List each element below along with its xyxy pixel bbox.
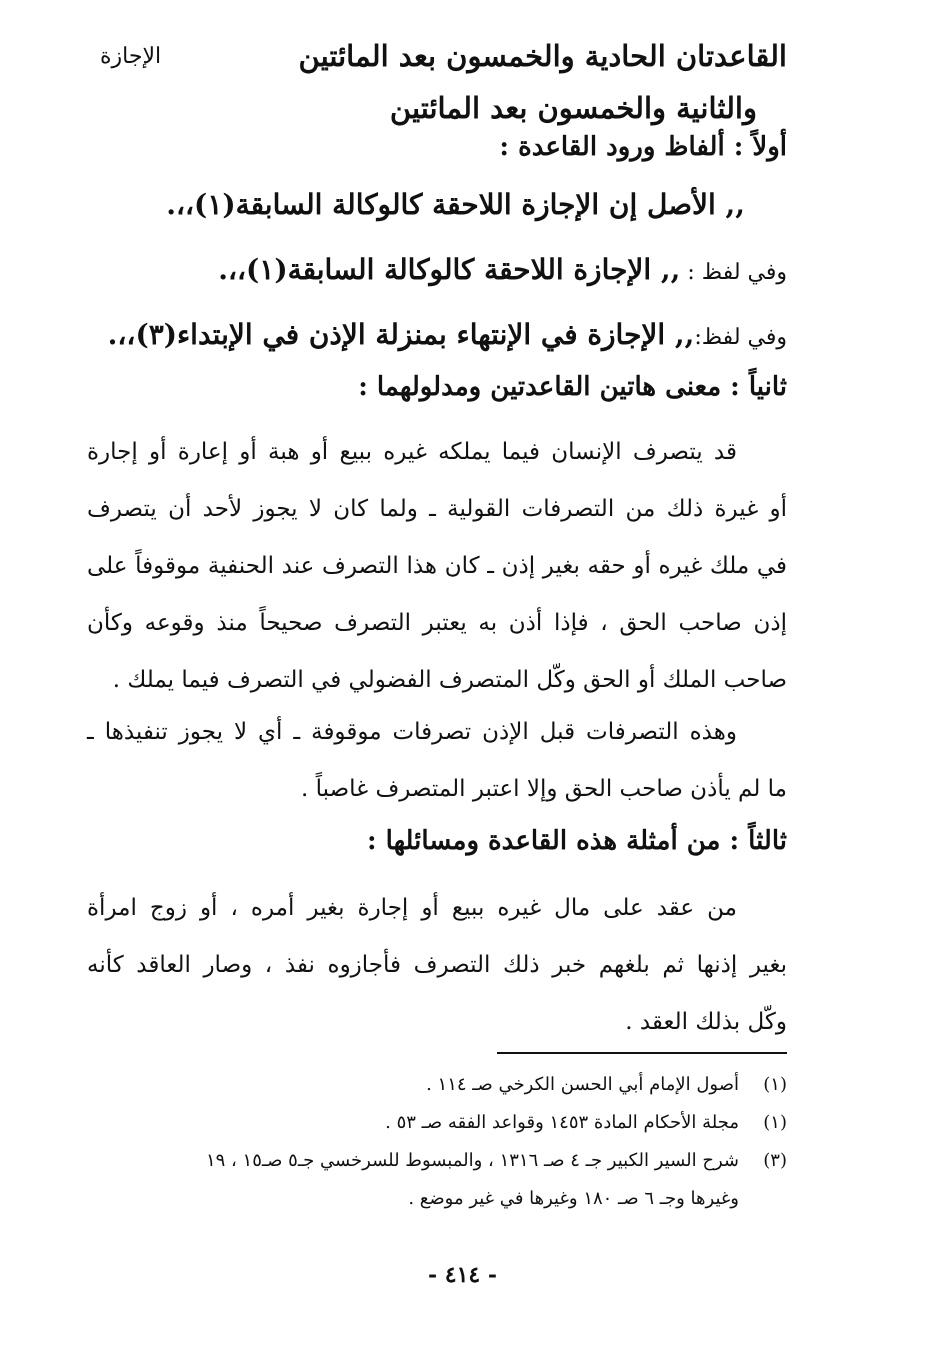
footnote-separator — [497, 1052, 787, 1054]
running-head: الإجازة — [100, 44, 162, 69]
rule-text: ,, الأصل إن الإجازة اللاحقة كالوكالة السابقة(١)،،. — [166, 188, 745, 221]
footnote-text-block — [87, 1142, 739, 1218]
paragraph-line: إذن صاحب الحق ، فإذا أذن به يعتبر التصرف صحيحاً منذ وقوعه وكأن — [87, 610, 787, 636]
paragraph-line: قد يتصرف الإنسان فيما يملكه غيره ببيع أو هبة أو إعارة أو إجارة — [87, 439, 737, 465]
paragraph-line: وكّل بذلك العقد . — [625, 1009, 787, 1035]
footnote-text: مجلة الأحكام المادة ١٤٥٣ وقواعد الفقه صـ ٥٣ . — [385, 1112, 739, 1133]
paragraph-line: ما لم يأذن صاحب الحق وإلا اعتبر المتصرف غاصباً . — [301, 776, 787, 802]
footnote — [87, 1104, 787, 1142]
footnote-number: (١) — [763, 1074, 787, 1095]
footnotes — [87, 1066, 787, 1218]
rule-statement-2 — [27, 253, 787, 286]
title-line-1: القاعدتان الحادية والخمسون بعد المائتين — [298, 39, 787, 73]
footnote-text: وغيرها وجـ ٦ صـ ١٨٠ وغيرها في غير موضع . — [408, 1188, 739, 1209]
footnote-text: شرح السير الكبير جـ ٤ صـ ١٣١٦ ، والمبسوط للسرخسي جـ٥ صـ١٥ ، ١٩ — [205, 1150, 739, 1171]
section-3-paragraph-1 — [87, 880, 787, 1051]
footnote — [87, 1142, 787, 1218]
section-2-heading: ثانياً : معنى هاتين القاعدتين ومدلولهما : — [358, 372, 787, 402]
rule-statement-1 — [0, 188, 745, 221]
footnote — [87, 1066, 787, 1104]
rule-prefix: وفي لفظ: — [694, 325, 787, 350]
section-1-heading: أولاً : ألفاظ ورود القاعدة : — [499, 132, 787, 162]
rule-statement-3 — [27, 318, 787, 351]
paragraph-line: صاحب الملك أو الحق وكّل المتصرف الفضولي في التصرف فيما يملك . — [112, 667, 787, 693]
rule-prefix: وفي لفظ : — [680, 260, 787, 285]
section-3-heading: ثالثاً : من أمثلة هذه القاعدة ومسائلها : — [367, 826, 787, 856]
paragraph-line: من عقد على مال غيره ببيع أو إجارة بغير أمره ، أو زوج امرأة — [87, 895, 737, 921]
footnote-number: (٣) — [763, 1150, 787, 1171]
rule-text: ,, الإجازة في الإنتهاء بمنزلة الإذن في الإبتداء(٣)،،. — [107, 318, 695, 351]
page-title — [247, 30, 787, 134]
title-line-2: والثانية والخمسون بعد المائتين — [389, 91, 757, 125]
page-number: - ٤١٤ - — [427, 1262, 498, 1288]
footnote-number: (١) — [763, 1112, 787, 1133]
paragraph-line: بغير إذنها ثم بلغهم خبر ذلك التصرف فأجازوه نفذ ، وصار العاقد كأنه — [87, 952, 787, 978]
footnote-text: أصول الإمام أبي الحسن الكرخي صـ ١١٤ . — [426, 1074, 739, 1095]
rule-text: ,, الإجازة اللاحقة كالوكالة السابقة(١)،،. — [218, 253, 681, 286]
paragraph-line: أو غيرة ذلك من التصرفات القولية ـ ولما كان لا يجوز لأحد أن يتصرف — [87, 496, 787, 522]
paragraph-line: وهذه التصرفات قبل الإذن تصرفات موقوفة ـ أي لا يجوز تنفيذها ـ — [87, 719, 737, 745]
section-2-paragraph-1 — [87, 424, 787, 709]
section-2-paragraph-2 — [87, 704, 787, 818]
paragraph-line: في ملك غيره أو حقه بغير إذن ـ كان هذا التصرف عند الحنفية موقوفاً على — [87, 553, 787, 579]
